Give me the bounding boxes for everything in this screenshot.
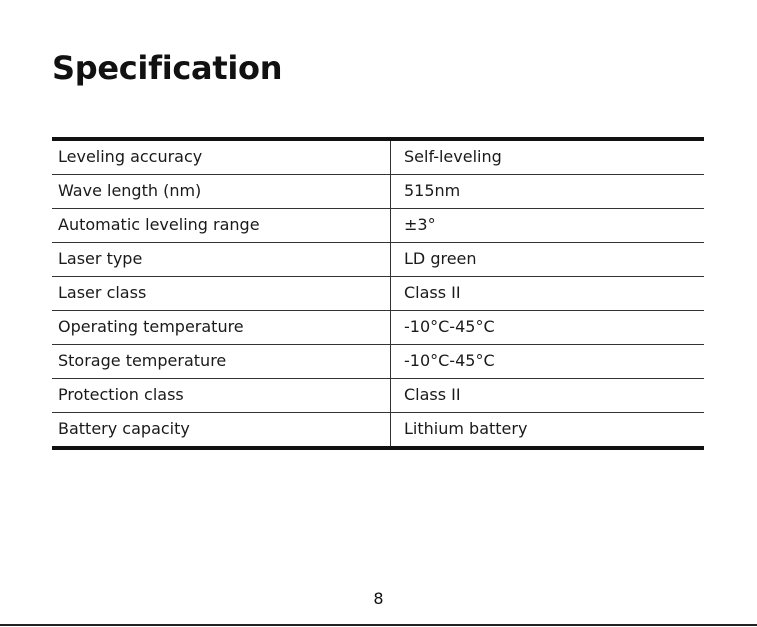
page-title: Specification: [52, 49, 283, 87]
spec-value: ±3°: [391, 209, 705, 243]
table-row: [52, 175, 704, 209]
table-row: [52, 345, 704, 379]
spec-value: Self-leveling: [391, 139, 705, 175]
spec-label: Laser type: [52, 243, 391, 277]
table-row: [52, 413, 704, 449]
bottom-divider: [0, 624, 757, 626]
table-row: [52, 243, 704, 277]
spec-value: -10°C-45°C: [391, 345, 705, 379]
table-row: [52, 311, 704, 345]
spec-value: 515nm: [391, 175, 705, 209]
spec-value: LD green: [391, 243, 705, 277]
spec-label: Protection class: [52, 379, 391, 413]
spec-label: Automatic leveling range: [52, 209, 391, 243]
table-row: [52, 277, 704, 311]
spec-label: Wave length (nm): [52, 175, 391, 209]
spec-label: Operating temperature: [52, 311, 391, 345]
spec-label: Battery capacity: [52, 413, 391, 449]
spec-value: -10°C-45°C: [391, 311, 705, 345]
table-row: [52, 379, 704, 413]
specification-table: [52, 137, 704, 450]
spec-value: Class II: [391, 379, 705, 413]
page-number: 8: [373, 589, 384, 608]
table-row: [52, 139, 704, 175]
spec-value: Lithium battery: [404, 419, 528, 438]
spec-label: Laser class: [52, 277, 391, 311]
spec-label: Leveling accuracy: [52, 139, 391, 175]
spec-value: Class II: [391, 277, 705, 311]
spec-label: Storage temperature: [52, 345, 391, 379]
table-row: [52, 209, 704, 243]
